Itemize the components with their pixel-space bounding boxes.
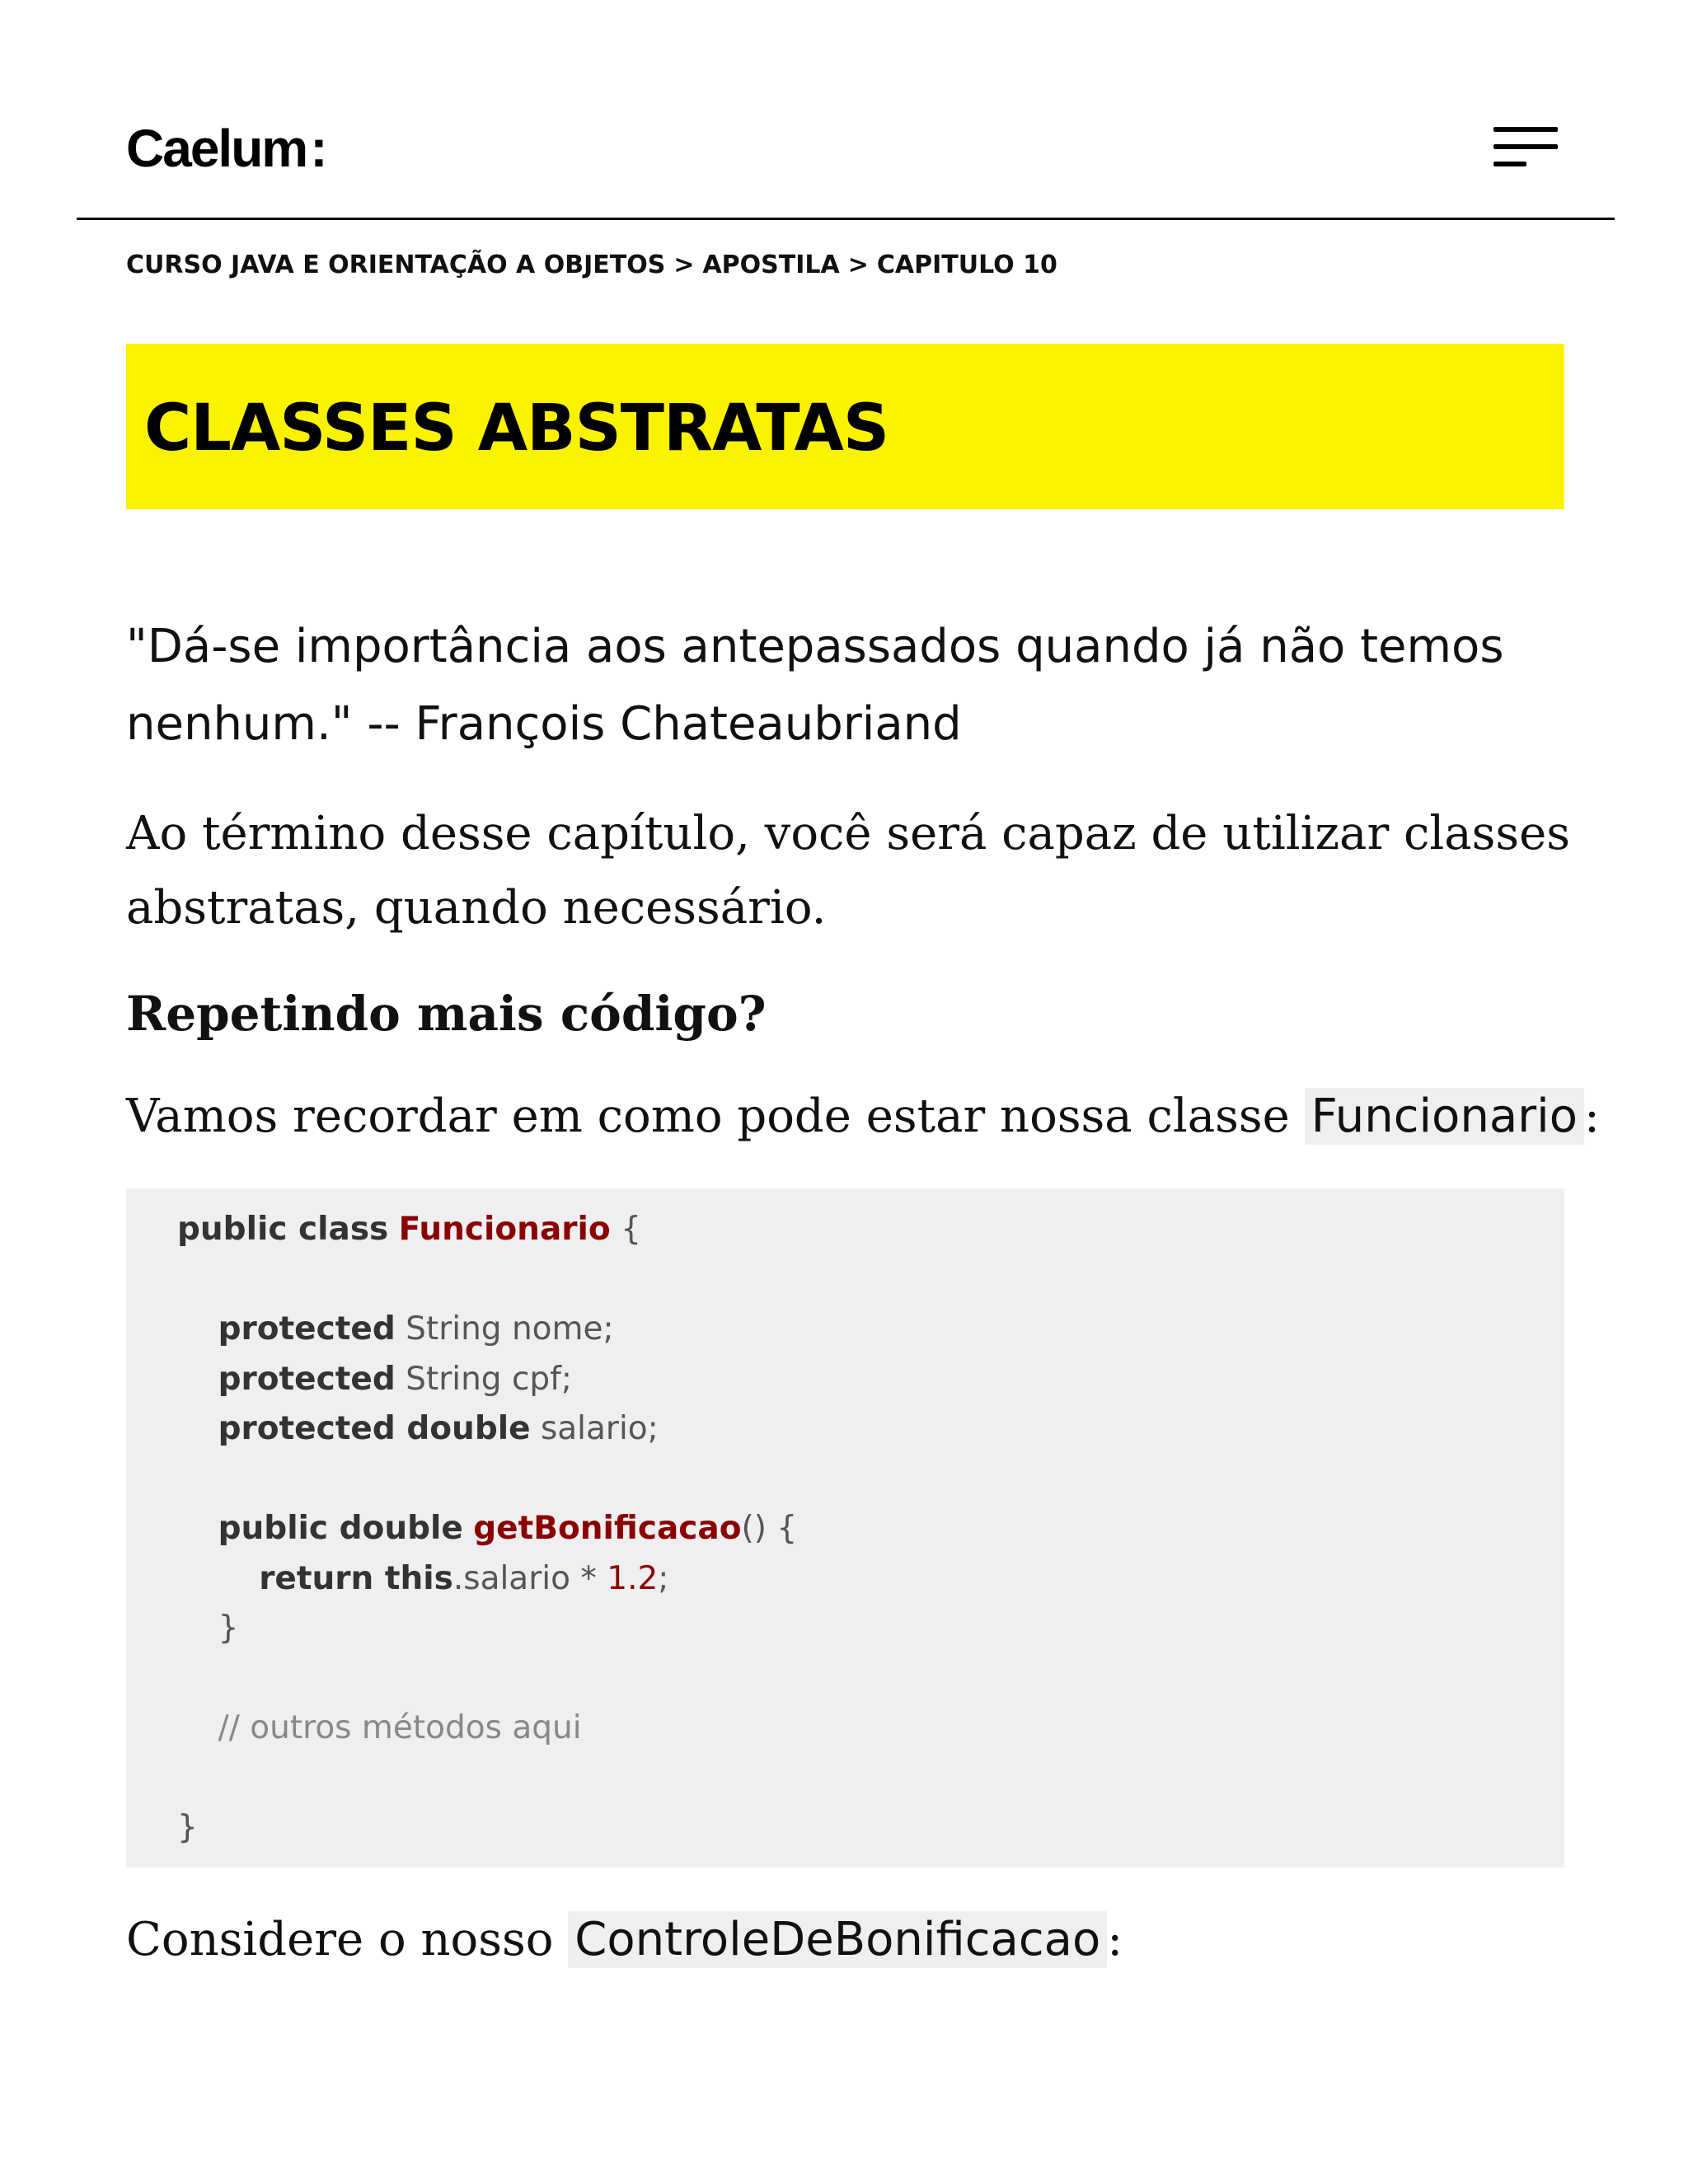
code-comment: // outros métodos aqui [218, 1709, 582, 1746]
inline-code-funcionario: Funcionario [1305, 1088, 1584, 1145]
page-title: CLASSES ABSTRATAS [144, 391, 889, 466]
breadcrumb-separator: > [673, 251, 695, 279]
code-class-name: Funcionario [398, 1211, 611, 1248]
code-keyword: public double [218, 1510, 463, 1547]
paragraph-text: Vamos recordar em como pode estar nossa classe [126, 1090, 1290, 1143]
breadcrumb-course-link[interactable]: CURSO JAVA E ORIENTAÇÃO A OBJETOS [126, 251, 666, 279]
chapter-title-banner [126, 344, 1564, 509]
caelum-logo[interactable] [126, 115, 328, 181]
breadcrumb [126, 249, 1057, 282]
code-block [126, 1188, 1564, 1868]
code-keyword: protected [218, 1310, 396, 1347]
code-listing [177, 1205, 797, 1854]
code-text: salario; [540, 1410, 659, 1447]
chapter-intro: Ao término desse capítulo, você será capaz de utilizar classes abstratas, quando necessário. [126, 807, 1571, 935]
paragraph-suffix: : [1107, 1913, 1123, 1966]
paragraph-funcionario [126, 1082, 1600, 1151]
paragraph-text: Considere o nosso [126, 1913, 554, 1966]
breadcrumb-apostila-link[interactable]: APOSTILA [702, 251, 840, 279]
code-text: String cpf; [406, 1360, 573, 1398]
site-header [0, 0, 1688, 219]
paragraph-suffix: : [1583, 1090, 1600, 1143]
inline-code-controle: ControleDeBonificacao [568, 1911, 1107, 1968]
section-title: Repetindo mais código? [126, 986, 767, 1042]
code-number: 1.2 [607, 1559, 659, 1597]
breadcrumb-separator: > [847, 251, 869, 279]
code-keyword: protected [218, 1360, 396, 1398]
code-text: { [621, 1211, 641, 1248]
header-divider [77, 218, 1615, 220]
epigraph-quote: "Dá-se importância aos antepassados quando já não temos nenhum." -- François Chateaubriand [126, 620, 1504, 751]
logo-text: Caelum [126, 119, 307, 178]
code-text: ; [658, 1559, 669, 1597]
code-method-name: getBonificacao [473, 1510, 742, 1547]
code-text: .salario * [452, 1559, 597, 1597]
code-keyword: return this [259, 1559, 453, 1597]
code-text: String nome; [406, 1310, 614, 1347]
code-text: } [218, 1610, 239, 1647]
hamburger-menu-icon[interactable] [1493, 122, 1561, 173]
code-text: } [177, 1809, 198, 1846]
code-text: () { [741, 1510, 798, 1547]
breadcrumb-current-chapter: CAPITULO 10 [876, 251, 1057, 279]
code-keyword: protected double [218, 1410, 531, 1447]
paragraph-controle [126, 1905, 1593, 1975]
logo-colon: : [310, 119, 328, 178]
code-keyword: public class [177, 1211, 389, 1248]
